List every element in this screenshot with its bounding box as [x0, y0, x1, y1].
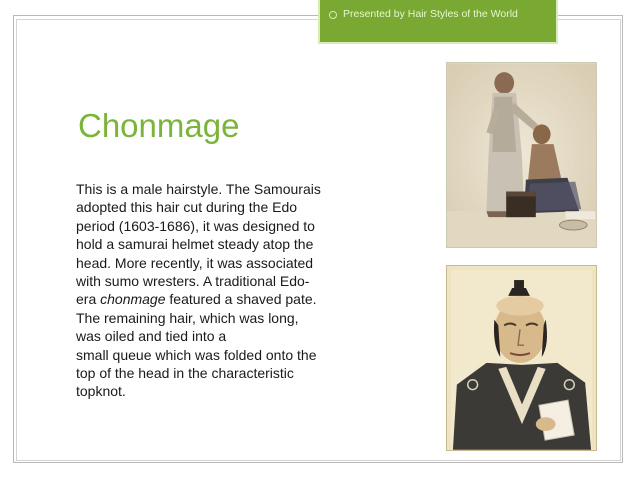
body-line: with sumo wresters. A traditional Edo- [76, 273, 310, 290]
header-text: Presented by Hair Styles of the World [343, 8, 518, 20]
circle-bullet-icon [329, 11, 337, 19]
header-banner [318, 0, 558, 44]
body-line: head. More recently, it was associated [76, 254, 314, 271]
slide-body-text [76, 180, 376, 401]
body-text-segment: featured a shaved pate. [165, 291, 317, 308]
samurai-portrait [446, 265, 597, 451]
body-line: small queue which was folded onto the [76, 346, 317, 363]
body-line: period (1603-1686), it was designed to [76, 217, 315, 234]
body-line: hold a samurai helmet steady atop the [76, 236, 314, 253]
body-line: This is a male hairstyle. The Samourais [76, 181, 321, 197]
body-line: The remaining hair, which was long, [76, 309, 299, 326]
body-line: topknot. [76, 383, 126, 400]
body-text-segment: era [76, 291, 101, 308]
body-line: top of the head in the characteristic [76, 365, 294, 382]
body-italic-term: chonmage [100, 291, 166, 308]
slide-title: Chonmage [78, 107, 240, 144]
body-line: adopted this hair cut during the Edo [76, 199, 298, 216]
barber-photo [446, 62, 597, 248]
body-line [76, 290, 376, 308]
body-line: was oiled and tied into a [76, 328, 227, 345]
